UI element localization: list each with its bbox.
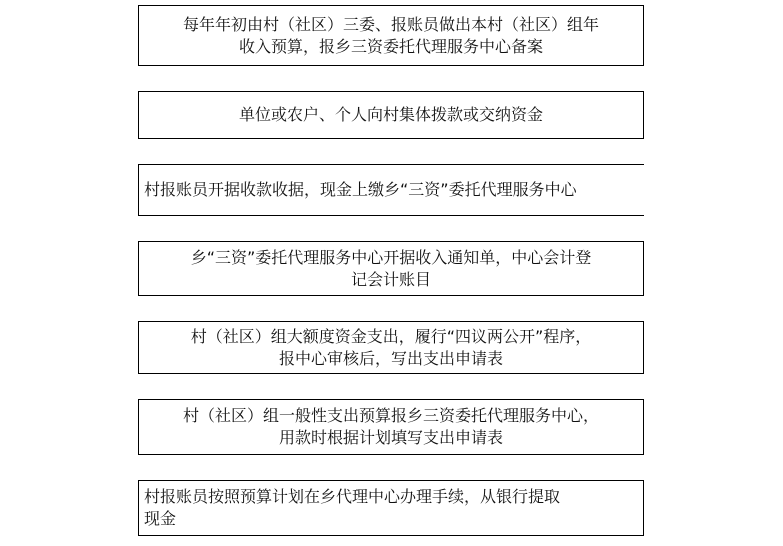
step-box-2-funds-received (138, 91, 644, 139)
step-box-3-receipt-issued (138, 164, 644, 216)
step-text-6: 村（社区）组一般性支出预算报乡三资委托代理服务中心， 用款时根据计划填写支出申请表 (182, 406, 599, 447)
step-box-1-annual-budget (138, 5, 644, 66)
step-text-7: 村报账员按照预算计划在乡代理中心办理手续，从银行提取 现金 (144, 487, 561, 528)
step-text-5: 村（社区）组大额度资金支出，履行“四议两公开”程序， 报中心审核后，写出支出申请表 (190, 326, 592, 368)
step-text-2: 单位或农户、个人向村集体拨款或交纳资金 (238, 105, 543, 124)
step-text-3: 村报账员开据收款收据，现金上缴乡“三资”委托代理服务中心 (144, 180, 577, 199)
step-box-5-large-expenditure (138, 321, 644, 374)
step-box-4-income-notice (138, 241, 644, 296)
step-box-6-general-expenditure (138, 399, 644, 455)
step-box-7-bank-withdrawal (138, 480, 644, 536)
step-text-4: 乡“三资”委托代理服务中心开据收入通知单，中心会计登 记会计账目 (190, 247, 592, 289)
step-text-1: 每年年初由村（社区）三委、报账员做出本村（社区）组年 收入预算，报乡三资委托代理服务中心备案 (182, 14, 599, 56)
